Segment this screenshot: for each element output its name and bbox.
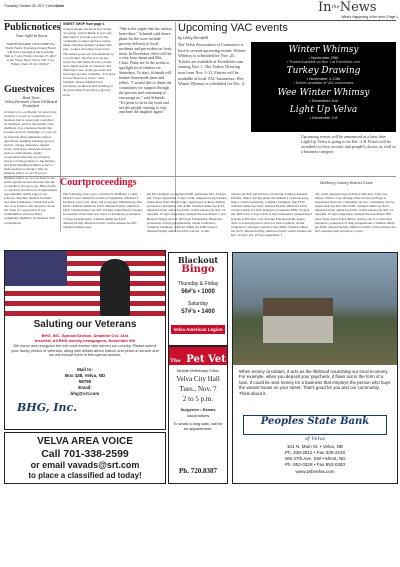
in-the-news-logo: $In^{the}News$: [318, 0, 377, 15]
veterans-email-label: Email:: [78, 385, 92, 390]
veterans-box: Box 438, Velva, ND: [64, 373, 106, 378]
classified-email[interactable]: or email vavads@srt.com: [30, 460, 140, 470]
veterans-email[interactable]: bhg@srt.com: [70, 391, 100, 396]
event-date: • November 25th: [308, 55, 339, 60]
guest-voices-byline: Velva Farmers Union Oil Board President: [5, 100, 57, 109]
pet-vet-ad: [168, 346, 228, 484]
upcoming-title: Upcoming VAC events: [178, 22, 288, 34]
veterans-insert: Inserted: All BHG weekly newspapers, November 9th: [34, 338, 136, 343]
pet-vet-line-4: 2 to 5 p.m.: [182, 395, 214, 403]
court-col-3: witness fee $25, jail 90 days concurrent. Lindsey Amanda Fernald, Minot, driving under the influence of intoxicating liquor, obtain evaluation, complete treatment, fine $750, criminal admin fee $125, defense/facility admin fee $100, victim-witness fee $25, indigent recoupment $300, 10 days jail, $50 bond, 2 days credit, 8 days suspended, unsupervised probation 360 days. Jose Antonio Eibaquesandia, Aneta, drive w actual physical control of motor vehicle, obtain evaluation, complete treatment, fine $500, criminal admin fee $125, defense/facility admin fee $100, victim-witness fee $25, 10 days jail, 10 days suspended, 1: [231, 192, 312, 237]
veterans-body: We honor and recognize the men and women who served our country. Please submit your family photos of veterans, along with details about branch and years of service and we will include them in this special section.: [11, 344, 159, 357]
classified-ad: [4, 432, 166, 484]
bingo-day-1: Thursday & Friday: [177, 281, 219, 287]
bank-name: Peoples State Bank: [243, 415, 387, 435]
bingo-title-1: Blackout: [177, 255, 219, 265]
header-tagline: What's Happening in the Area | Page 1: [341, 15, 398, 19]
bank-website[interactable]: www.psbvelva.com: [295, 469, 335, 474]
sweet-shop-body-2: "She is the staple that has always been there." Schmidt said future plans for the store include grocery delivery to local residents and pre-orders on fresh meat. In December, there will be a visit from Santa and Mrs. Claus. Plans are in the works to spotlight local vendors on Saturdays. To start, Schmidt will feature homemade jams and jellies. "I would like to thank the community for support through the process and continuing to encourage us," said Schmidt. "It's great to sit in the front and see the people coming to visit and hear the laughter again.": [119, 27, 172, 115]
event-date: • December 2-8: [309, 114, 338, 120]
bhg-logo: BHG, Inc.: [17, 401, 78, 414]
header-rule: [4, 20, 396, 21]
court-col-1: The following cases were convicted in McHenry County District Court during the month of September. Michael J. Kelbrick, Jerry City, Ohio, fail to tag deer immediately, fine $100, criminal admin fee $125, defense/facility admin fee $100, victim-witness fee $25. Zachary Allen Bread, Towner, possession of less than one ounce or marijuana, possession of drug paraphernalia, criminal admin fee $125, defense/facility admin fee $100, victim-witness fee $25, indigent defense appl: [63, 192, 143, 229]
classified-line-1: VELVA AREA VOICE: [37, 436, 133, 447]
classified-phone: Call 701-338-2599: [41, 448, 129, 460]
upcoming-body: The Velva Association of Commerce is host to several upcoming events. Winter Whimsy is scheduled for Nov. 25. Tickets are available at Eventbrite.com starting Nov. 1. The Turkey Drawing runs from Nov. 1-13. Entries will be available at local VAC businesses. Wee Winter Whimsy is scheduled for Dec. 2.: [178, 42, 246, 87]
event-item: [257, 66, 390, 85]
court-source: McHenry County District Court: [320, 181, 373, 185]
column-divider: [60, 22, 61, 232]
bank-blurb: When money circulates, it acts as the lifeblood nourishing our local economy. For example, when you deposit your paycheck, it flows out in the form of a loan. It could be sent money for a business that employs the person who buys the vacant house on your street. That's good for you and our community. Think about it.: [239, 369, 391, 396]
event-item: [257, 45, 390, 64]
upcoming-byline: by Libby Dornfeld: [178, 36, 209, 40]
pet-vet-phone: Ph. 720.8387: [179, 467, 217, 475]
court-title: Courtproceedings: [60, 177, 137, 188]
pet-vet-line-1: Mobile Veterinary Clinic: [177, 368, 219, 373]
pet-vet-line-6: Vaccinations: [186, 413, 210, 418]
bank-ad: [232, 252, 398, 484]
guest-voices-author: Beat Tiem: [22, 96, 40, 100]
event-item: [257, 105, 390, 120]
event-note: • Entries available at VAC businesses: [293, 81, 354, 86]
guest-voices-title: Guestvoices: [4, 84, 55, 95]
event-name: Winter Whimsy: [288, 45, 359, 55]
bank-addr-1: 101 N. Main St. • Velva, ND: [286, 444, 344, 449]
court-col-2: fee $25, indigent recoupment $300, restitution $35, 10 days jail, 8 days suspended, 2 days credit, unsupervised probation. Jabez Alice Weir, Devils Lake, aggravated reckless driving, possession, marijuana, fine $300, criminal admin fee $125, defense/facility admin fee $100, victim-witness fee $25, 10 days jail, 10 days suspended, unsupervised probation 1 year. Richard Wayne Arnold, ND State Penitentiary, Bismarck, possession of drug paraphernalia, obtain evaluation, complete treatment, criminal admin fee $100 waived, defense/facility admin fee $100 waived, victim-: [147, 192, 228, 233]
event-name: Turkey Drawing: [286, 66, 361, 77]
bingo-ad: [168, 252, 228, 346]
bingo-jackpot-2: 57#'s • 1400: [181, 309, 215, 315]
bank-addr-2: Ph. 338-2812 • Fax 338-2248: [284, 450, 346, 455]
event-note: • Tickets Available on Nov 1 at Eventbrite.com: [286, 60, 361, 64]
veterans-zip: 58790: [78, 379, 92, 384]
court-col-4: day credit, unsupervised probation 360 days. Tyler Lee Meyer, Willow City, driving while license privilege is suspended, 60 hours community service, community service supervision fee $25, fine $200, criminal admin fee $125, defense/facility admin fee $100, victim-witness fee $25, 10 days jail, 10 days suspended, unsupervised probation 360 days. Tyler Allen Schei, Minot, driving out of a controlled substance, possession of drug paraphernalia, criminal admin fee $100, defense/facility admin fee $100, victim-witness fee $25, unsupervised probation 2 years.: [315, 192, 396, 233]
veterans-headline: Saluting our Veterans: [33, 319, 137, 330]
event-item: [257, 88, 390, 103]
sweet-shop-body-1: or three people ask about how things are going," said Schmidt. It was very important to provide a spot for the community to meet and have coffee. Other offerings include caramel rolls, pies, cookies and other sweet treats. The baked goods are all homemade by a local baker. The Pie-O-Cone also serves hot deli items, hard ice cream, and a lunch special on Tuesdays and Thursdays. Gas, staple groceries and beverages are also available. "It is great to have Sharon on board," said Schmidt. Sharon Melland had previously worked in that building for 30 years when it served as a grocery store.: [63, 27, 116, 97]
event-name: Light Up Velva: [289, 104, 358, 115]
event-date: • November 1-13th: [306, 76, 341, 82]
event-name: Wee Winter Whimsy: [277, 87, 370, 98]
pet-vet-line-7: To avoid a long wait, call for an appointment.: [173, 421, 223, 431]
pet-vet-line-2: Velva City Hall: [176, 375, 220, 383]
bank-sub: of Velva: [305, 436, 325, 442]
pet-vet-line-3: Tues., Nov. 7: [179, 385, 217, 393]
event-date: • December 2nd: [309, 97, 338, 103]
public-notices-title: Publicnotices: [4, 22, 61, 33]
guest-voices-body: October is Co-op Month. So what is the world is a co-op? A cooperative is a business that is owned and controlled by members, and for the benefit of its members. It is a business model that focuses on local ownership. Co-ops can be found in many industries such as agriculture, banking, housing, grocery, electric, energy, insurance, natural foods, rural areas, financial services such as credit unions, supply cooperatives that help pool buying power to bring products to the farmers, and grain handling facilities to move farm products to market. Why do business with a co-op? If you do business with a co-op, you have a vote in the operations and direction that the cooperative chooses to go. Historically, co-ops have provided local employment opportunities, which support our schools, churches, medical facilities and other businesses. I think that each one of us needs to ask ourselves about the value of cooperatives in our communities, and how many community members do business with cooperatives.: [4, 110, 57, 225]
bank-addr-3: 405 37th Ave. SW • Minot, ND: [284, 456, 346, 461]
bingo-jackpot-1: 56#'s • 1000: [181, 289, 215, 295]
pet-vet-header: The Pet Vet: [169, 347, 227, 365]
house-graphic: [263, 298, 333, 343]
veterans-mail-label: Mail to:: [77, 367, 93, 372]
bingo-sponsor: Velva American Legion: [171, 325, 225, 334]
sweet-shop-jump-head: SWEET SHOP from page 1: [63, 22, 105, 26]
header-date: Thursday, October 26, 2017 | VelvaVoice: [4, 4, 65, 8]
veterans-deadline: BHG, INC. Special Section, Deadline Oct. 31st: [41, 333, 129, 338]
public-notices-subtitle: Your right to know: [16, 34, 48, 38]
bank-addr-4: Ph. 852-0328 • Fax 852-0283: [284, 462, 346, 467]
upcoming-body-2: Upcoming events will be announced at a later date. Light Up Velva is going to be Dec. 2-8. Prizes will be awarded for first, second, and people's choice, as well as a business category.: [301, 134, 396, 154]
soldier-silhouette: [100, 259, 130, 316]
events-box: [251, 42, 396, 132]
public-notice-township: NORTH PRAIRIE TOWNSHIP The North Prairie Township Zoning Board will hold a hearing at the Township Hall at 7 p.m. Friday, October 27, 2017 at the Sweet Shop. Velva, ND. Cory Fisher, Clerk 10/19, 10/26/17: [4, 42, 57, 67]
pet-vet-line-5: Surgeries • Exams: [180, 407, 216, 412]
bingo-day-2: Saturday: [187, 301, 208, 307]
bingo-title-2: Bingo: [181, 264, 215, 275]
classified-cta: to place a classified ad today!: [28, 471, 142, 480]
flag-canton: [5, 251, 67, 286]
veterans-ad: [4, 250, 166, 430]
